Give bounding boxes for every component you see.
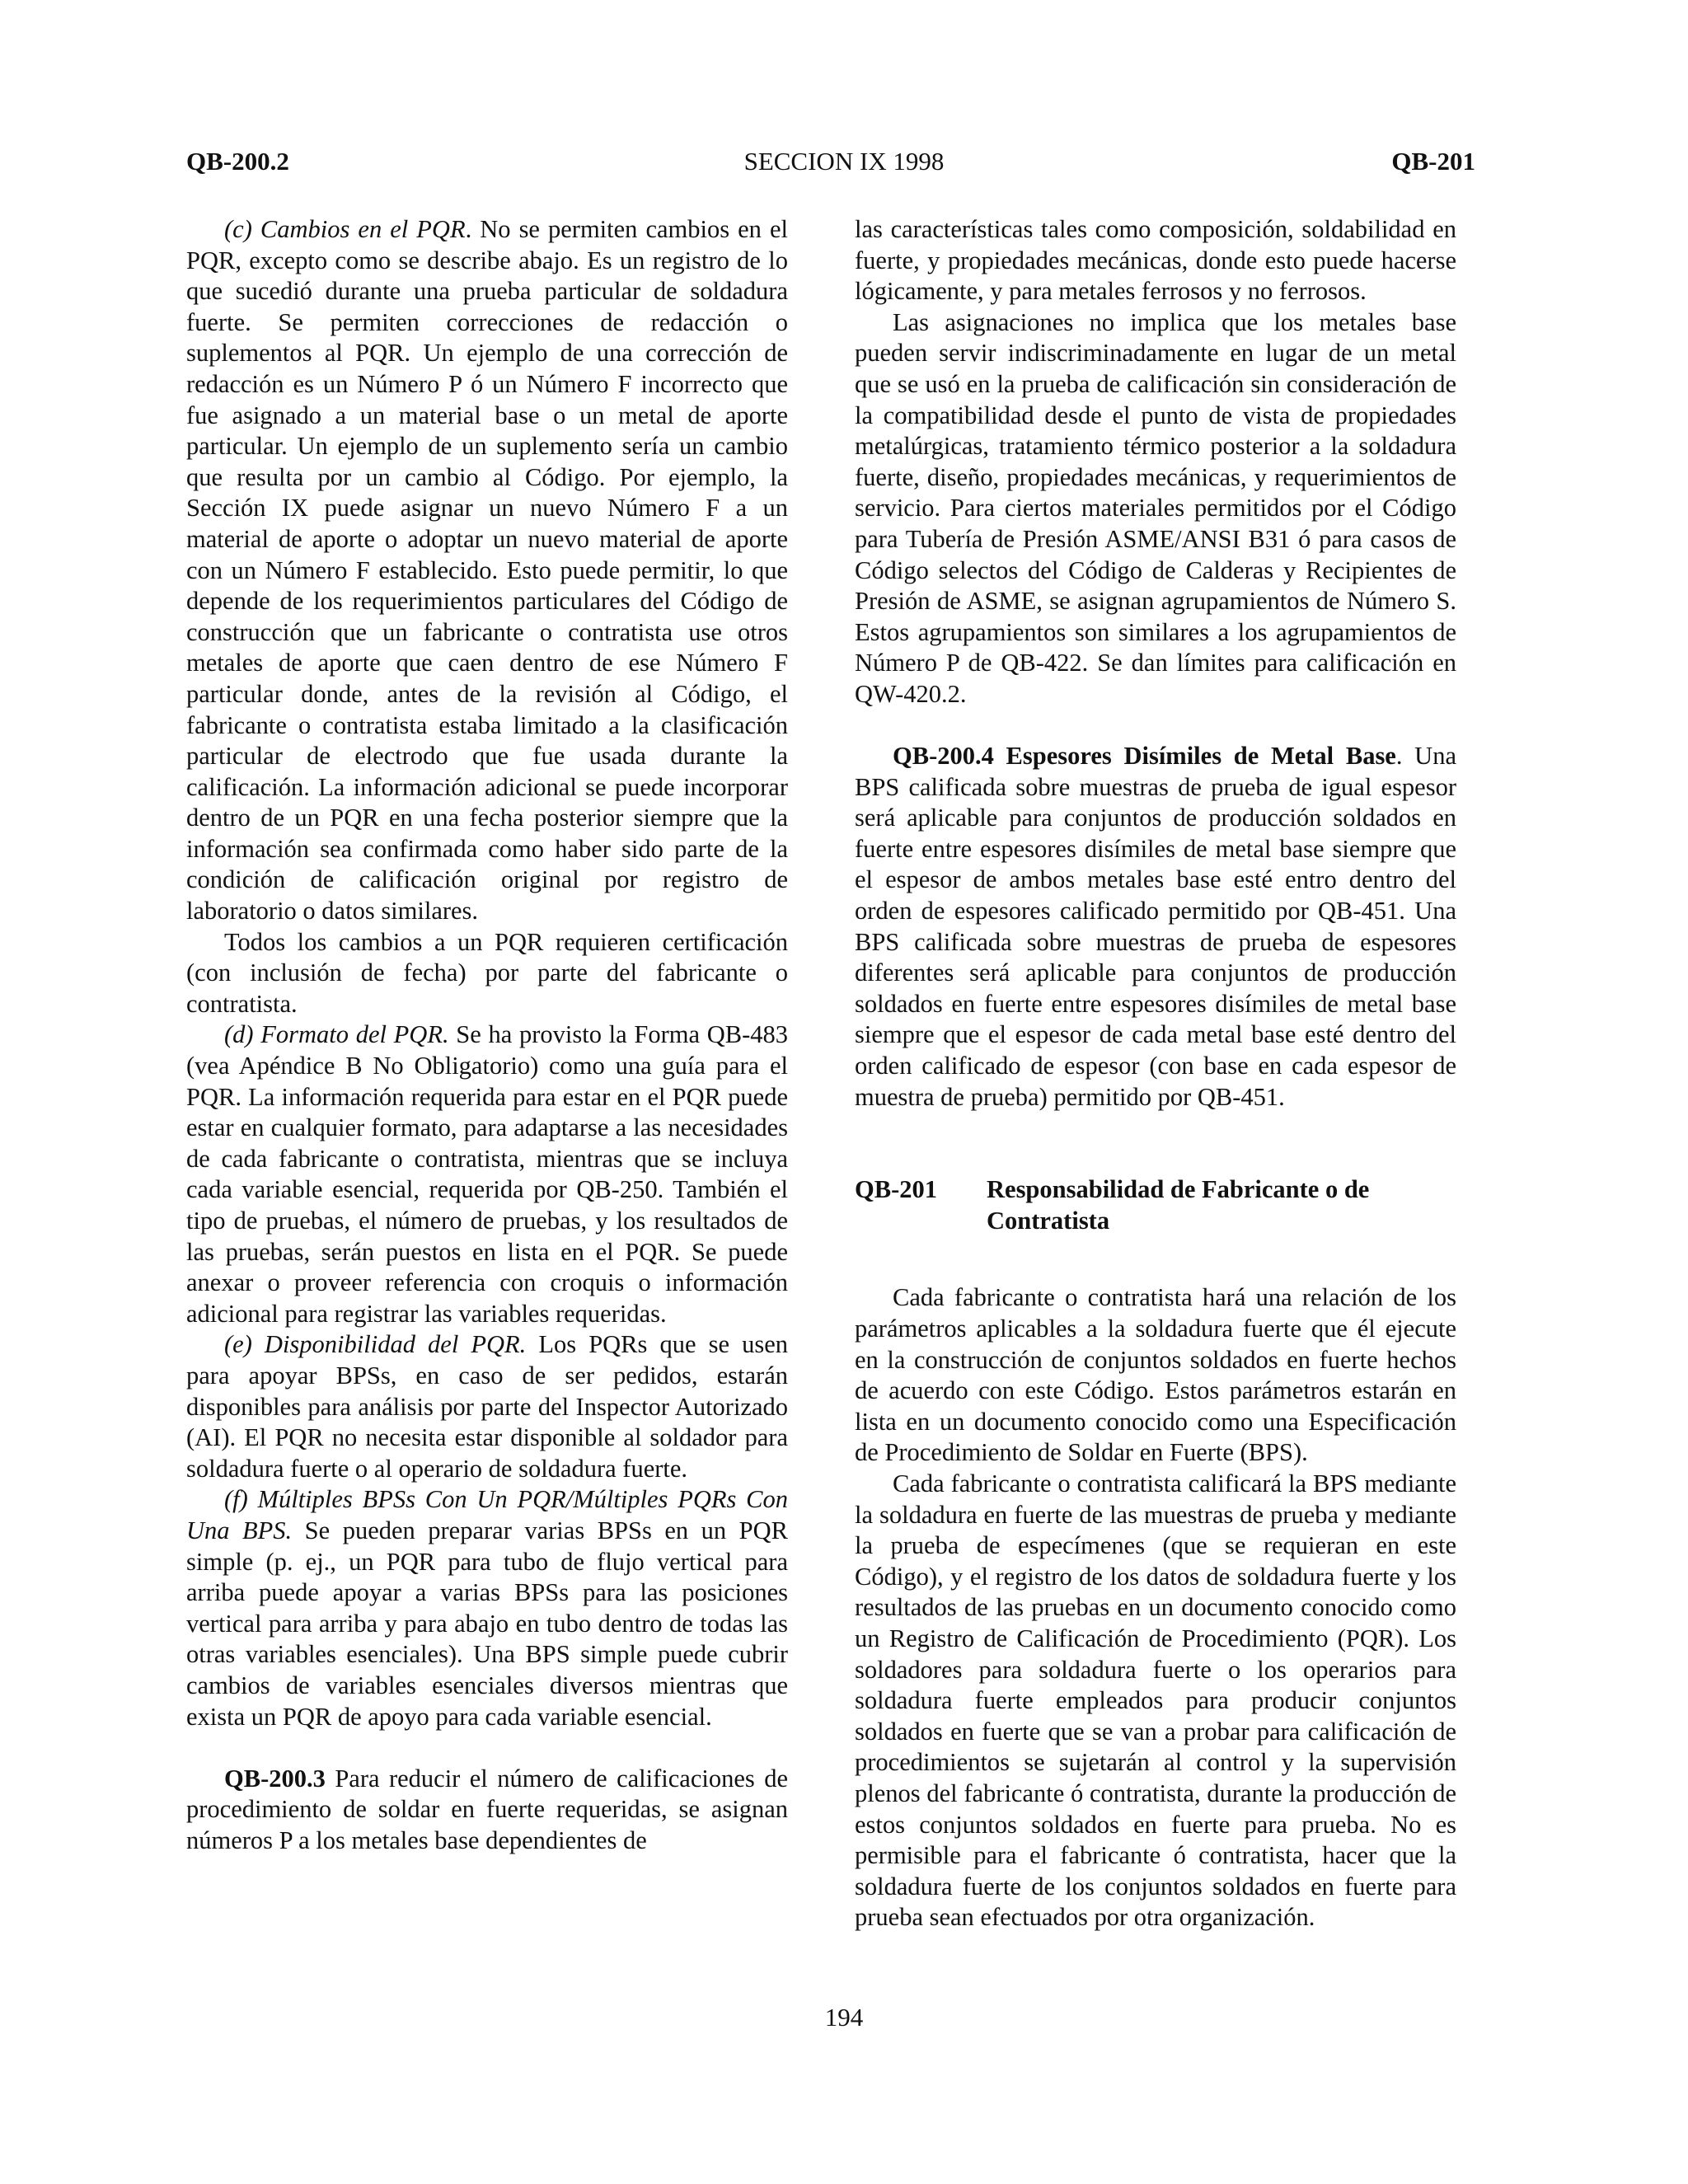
paragraph-text: Se pueden preparar varias BPSs en un PQR simple (p. ej., un PQR para tubo de flujo vertical para arriba puede apoyar a varias BPSs para las posiciones vertical para arriba y para abajo en tubo dentro de todas las otras variables esenciales). Una BPS simple puede cubrir cambios de variables esenciales diversos mientras que exista un PQR de apoyo para cada variable esencial. xyxy=(186,1516,788,1731)
header-section-left: QB-200.2 xyxy=(186,147,289,176)
header-section-right: QB-201 xyxy=(1391,147,1475,176)
section-heading xyxy=(855,1174,1456,1236)
paragraph-text: . Una BPS calificada sobre muestras de prueba de igual espesor será aplicable para conjuntos de producción soldados en fuerte entre espesores disímiles de metal base siempre que el espesor de ambos metales base esté entro dentro del orden de espesores calificado permitido por QB-451. Una BPS calificada sobre muestras de prueba de espesores diferentes será aplicable para conjuntos de producción soldados en fuerte entre espesores disímiles de metal base siempre que el espesor de cada metal base esté dentro del orden calificado de espesor (con base en cada espesor de muestra de prueba) permitido por QB-451. xyxy=(855,742,1456,1111)
paragraph-text: Los PQRs que se usen para apoyar BPSs, en caso de ser pedidos, estarán disponibles para análisis por parte del Inspector Autorizado (AI). El PQR no necesita estar disponible al soldador para soldadura fuerte o al operario de soldadura fuerte. xyxy=(186,1330,788,1483)
page-number: 194 xyxy=(824,2003,864,2032)
paragraph-text: las características tales como composición, soldabilidad en fuerte, y propiedades mecánicas, donde esto puede hacerse lógicamente, y para metales ferrosos y no ferrosos. xyxy=(855,215,1456,306)
right-column xyxy=(855,214,1456,1933)
paragraph-changes-in-pqr xyxy=(186,214,788,927)
paragraph-multiple-bps xyxy=(186,1484,788,1732)
paragraph-qb-200-3 xyxy=(186,1764,788,1857)
paragraph-label: (c) Cambios en el PQR xyxy=(224,215,466,243)
paragraph-label: (d) Formato del PQR. xyxy=(224,1020,449,1049)
paragraph-label: (e) Disponibilidad del PQR. xyxy=(224,1330,527,1359)
paragraph-text: Cada fabricante o contratista calificará la BPS mediante la soldadura en fuerte de las muestras de prueba y mediante la prueba de especímenes (que se requieran en este Código), y el registro de los datos de soldadura fuerte y los resultados de las pruebas en un documento conocido como un Registro de Calificación de Procedimiento (PQR). Los soldadores para soldadura fuerte o los operarios para soldadura fuerte empleados para producir conjuntos soldados en fuerte que se van a probar para calificación de procedimientos se sujetarán al control y la supervisión plenos del fabricante ó contratista, durante la producción de estos conjuntos soldados en fuerte para prueba. No es permisible para el fabricante ó contratista, hacer que la soldadura fuerte de los conjuntos soldados en fuerte para prueba sean efectuados por otra organización. xyxy=(855,1469,1456,1932)
paragraph-text: Se ha provisto la Forma QB-483 (vea Apéndice B No Obligatorio) como una guía para el PQR. La información requerida para estar en el PQR puede estar en cualquier formato, para adaptarse a las necesidades de cada fabricante o contratista, mientras que se incluya cada variable esencial, requerida por QB-250. También el tipo de pruebas, el número de pruebas, y los resultados de las pruebas, serán puestos en lista en el PQR. Se puede anexar o proveer referencia con croquis o información adicional para registrar las variables requeridas. xyxy=(186,1020,788,1328)
paragraph-qualification xyxy=(855,1469,1456,1933)
paragraph-label: QB-200.3 xyxy=(224,1764,326,1793)
section-title: Responsabilidad de Fabricante o de Contratista xyxy=(987,1175,1370,1235)
paragraph-label: QB-200.4 Espesores Disímiles de Metal Base xyxy=(893,742,1396,771)
paragraph-assignments xyxy=(855,307,1456,710)
paragraph-pqr-availability xyxy=(186,1329,788,1484)
paragraph-text: Para reducir el número de calificaciones de procedimiento de soldar en fuerte requeridas, se asignan números P a los metales base dependientes de xyxy=(186,1764,788,1854)
paragraph-continued xyxy=(855,214,1456,307)
paragraph-certification xyxy=(186,927,788,1020)
header-title: SECCION IX 1998 xyxy=(743,147,945,176)
paragraph-label: (f) Múltiples BPSs Con Un PQR/Múltiples PQRs Con Una BPS. xyxy=(186,1485,788,1544)
section-number: QB-201 xyxy=(855,1175,937,1204)
left-column xyxy=(186,214,788,1856)
paragraph-pqr-format xyxy=(186,1019,788,1329)
paragraph-text: . No se permiten cambios en el PQR, excepto como se describe abajo. Es un registro de lo que sucedió durante una prueba particular de soldadura fuerte. Se permiten correcciones de redacción o suplementos al PQR. Un ejemplo de una corrección de redacción es un Número P ó un Número F incorrecto que fue asignado a un material base o un metal de aporte particular. Un ejemplo de un suplemento sería un cambio que resulta por un cambio al Código. Por ejemplo, la Sección IX puede asignar un nuevo Número F a un material de aporte o adoptar un nuevo material de aporte con un Número F establecido. Esto puede permitir, lo que depende de los requerimientos particulares del Código de construcción que un fabricante o contratista use otros metales de aporte que caen dentro de ese Número F particular donde, antes de la revisión al Código, el fabricante o contratista estaba limitado a la clasificación particular de electrodo que fue usada durante la calificación. La información adicional se puede incorporar dentro de un PQR en una fecha posterior siempre que la información sea confirmada como haber sido parte de la condición de calificación original por registro de laboratorio o datos similares. xyxy=(186,215,788,926)
paragraph-text: Las asignaciones no implica que los metales base pueden servir indiscriminadamente en lugar de un metal que se usó en la prueba de calificación sin consideración de la compatibilidad desde el punto de vista de propiedades metalúrgicas, tratamiento térmico posterior a la soldadura fuerte, diseño, propiedades mecánicas, y requerimientos de servicio. Para ciertos materiales permitidos por el Código para Tubería de Presión ASME/ANSI B31 ó para casos de Código selectos del Código de Calderas y Recipientes de Presión de ASME, se asignan agrupamientos de Número S. Estos agrupamientos son similares a los agrupamientos de Número P de QB-422. Se dan límites para calificación en QW-420.2. xyxy=(855,307,1456,708)
paragraph-text: Cada fabricante o contratista hará una relación de los parámetros aplicables a la soldadura fuerte que él ejecute en la construcción de conjuntos soldados en fuerte hechos de acuerdo con este Código. Estos parámetros estarán en lista en un documento conocido como una Especificación de Procedimiento de Soldar en Fuerte (BPS). xyxy=(855,1283,1456,1467)
paragraph-qb-200-4 xyxy=(855,741,1456,1113)
paragraph-responsibility xyxy=(855,1282,1456,1469)
paragraph-text: Todos los cambios a un PQR requieren certificación (con inclusión de fecha) por parte del fabricante o contratista. xyxy=(186,927,788,1018)
